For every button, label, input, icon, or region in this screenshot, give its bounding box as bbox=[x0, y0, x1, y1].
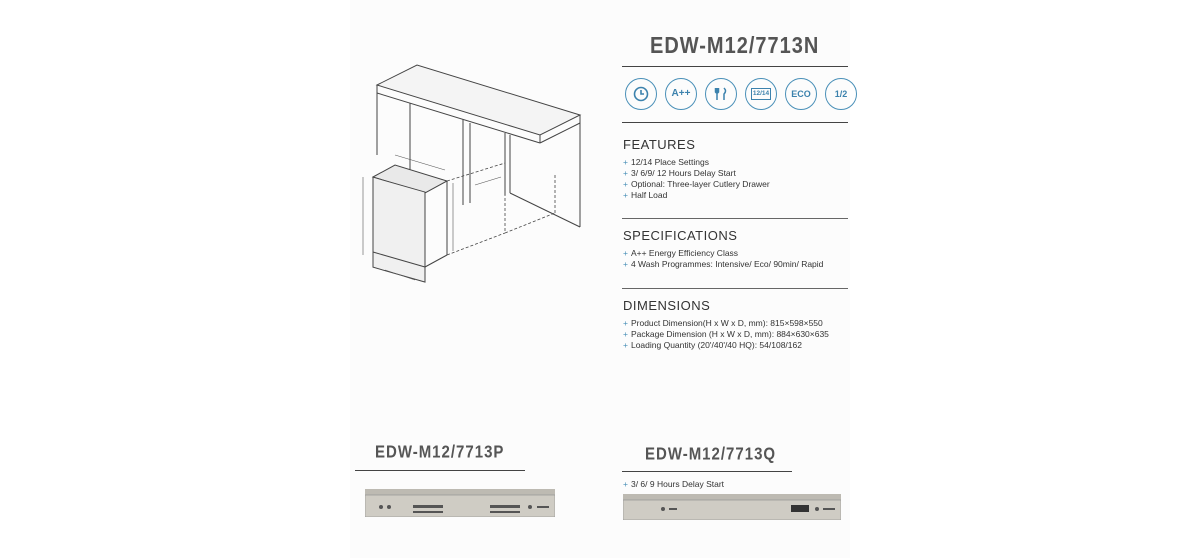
list-item: + Product Dimension(H x W x D, mm): 815×598×550 bbox=[623, 318, 823, 328]
variant-q-list bbox=[623, 479, 724, 490]
cutlery-icon bbox=[705, 78, 737, 110]
variant-p-divider bbox=[355, 470, 525, 471]
dimensions-list bbox=[623, 318, 829, 351]
list-item: + 4 Wash Programmes: Intensive/ Eco/ 90min/ Rapid bbox=[623, 259, 824, 269]
dimensions-heading: DIMENSIONS bbox=[623, 298, 711, 313]
features-divider bbox=[622, 218, 848, 219]
list-item: + 3/ 6/ 9 Hours Delay Start bbox=[623, 479, 725, 489]
features-heading: FEATURES bbox=[623, 137, 696, 152]
icons-divider bbox=[622, 122, 848, 123]
energy-class-icon: A++ bbox=[665, 78, 697, 110]
variant-q-control-panel bbox=[623, 494, 841, 520]
half-load-icon: 1/2 bbox=[825, 78, 857, 110]
model-title-p: EDW-M12/7713P bbox=[375, 442, 505, 463]
list-item: + 3/ 6/9/ 12 Hours Delay Start bbox=[623, 168, 736, 178]
features-list bbox=[623, 157, 770, 201]
list-item: + A++ Energy Efficiency Class bbox=[623, 248, 739, 258]
specifications-divider bbox=[622, 288, 848, 289]
specifications-list bbox=[623, 248, 823, 270]
variant-p-control-panel bbox=[365, 489, 555, 517]
place-settings-icon: 12/14 bbox=[745, 78, 777, 110]
installation-diagram bbox=[355, 55, 590, 295]
eco-icon: ECO bbox=[785, 78, 817, 110]
specifications-heading: SPECIFICATIONS bbox=[623, 228, 738, 243]
list-item: + 12/14 Place Settings bbox=[623, 157, 709, 167]
list-item: + Package Dimension (H x W x D, mm): 884×630×635 bbox=[623, 329, 829, 339]
feature-icons bbox=[625, 78, 857, 110]
title-divider bbox=[622, 66, 848, 67]
list-item: + Loading Quantity (20'/40'/40 HQ): 54/108/162 bbox=[623, 340, 802, 350]
model-title-q: EDW-M12/7713Q bbox=[645, 444, 777, 465]
list-item: + Half Load bbox=[623, 190, 668, 200]
model-title-main: EDW-M12/7713N bbox=[650, 33, 820, 59]
list-item: + Optional: Three-layer Cutlery Drawer bbox=[623, 179, 770, 189]
variant-q-divider bbox=[622, 471, 792, 472]
delay-timer-icon bbox=[625, 78, 657, 110]
